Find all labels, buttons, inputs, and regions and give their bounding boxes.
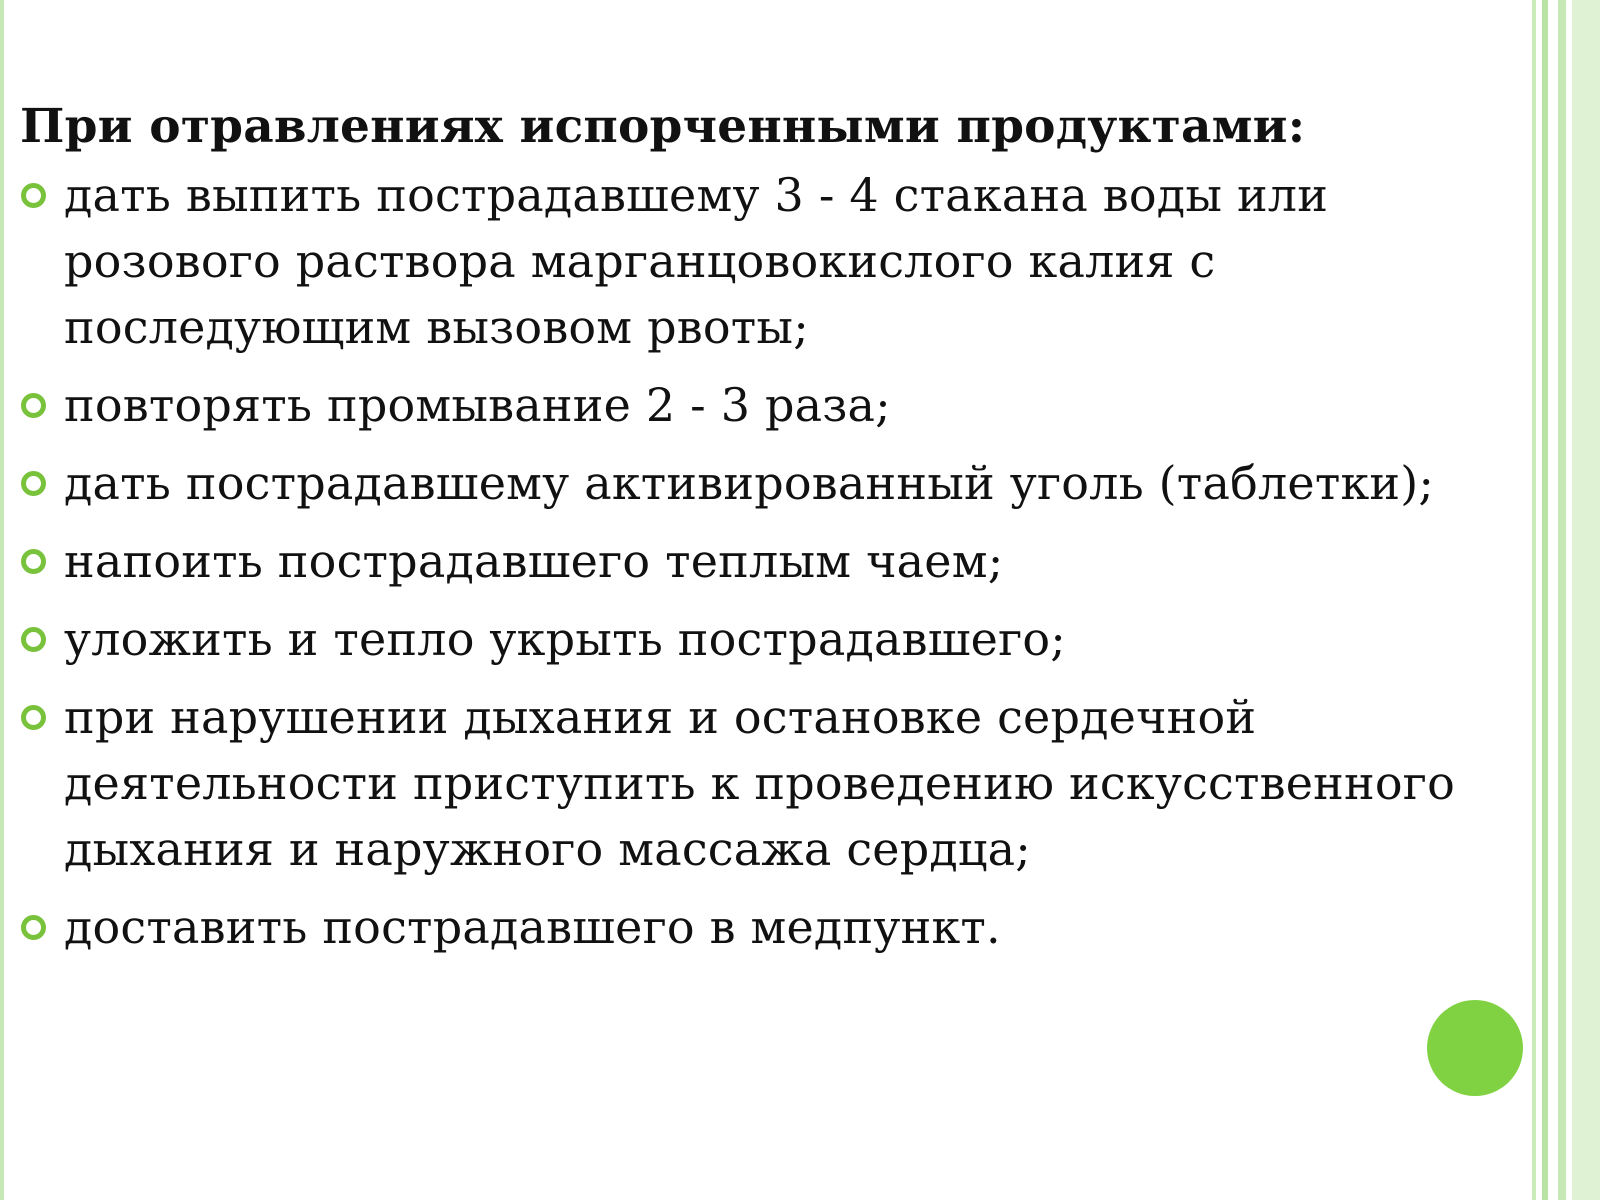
ring-bullet-icon xyxy=(21,549,46,574)
frame-stripe xyxy=(1532,0,1536,1200)
list-item-text: напоить пострадавшего теплым чаем; xyxy=(64,534,1004,588)
right-decorative-frame xyxy=(1530,0,1600,1200)
frame-stripe xyxy=(1542,0,1548,1200)
list-item xyxy=(20,684,1490,882)
list-item-text: дать пострадавшему активированный уголь (таблетки); xyxy=(64,456,1435,510)
list-item-text: дать выпить пострадавшему 3 - 4 стакана воды или розового раствора марганцовокислого калия с последующим вызовом рвоты; xyxy=(64,168,1329,354)
frame-stripe xyxy=(1558,0,1566,1200)
decorative-green-circle xyxy=(1427,1000,1523,1096)
list-item-text: повторять промывание 2 - 3 раза; xyxy=(64,378,891,432)
list-item xyxy=(20,372,1490,438)
slide-title: При отравлениях испорченными продуктами: xyxy=(20,99,1306,154)
ring-bullet-icon xyxy=(21,183,46,208)
ring-bullet-icon xyxy=(21,627,46,652)
list-item xyxy=(20,894,1490,960)
bullet-list xyxy=(20,162,1490,960)
ring-bullet-icon xyxy=(21,471,46,496)
slide-content xyxy=(20,94,1490,972)
ring-bullet-icon xyxy=(21,705,46,730)
list-item xyxy=(20,450,1490,516)
list-item-text: при нарушении дыхания и остановке сердечной деятельности приступить к проведению искусственного дыхания и наружного массажа сердца; xyxy=(64,690,1455,876)
frame-stripe xyxy=(1572,0,1600,1200)
list-item xyxy=(20,606,1490,672)
ring-bullet-icon xyxy=(21,393,46,418)
list-item xyxy=(20,162,1490,360)
left-border-line xyxy=(0,0,4,1200)
list-item xyxy=(20,528,1490,594)
list-item-text: уложить и тепло укрыть пострадавшего; xyxy=(64,612,1066,666)
list-item-text: доставить пострадавшего в медпункт. xyxy=(64,900,1001,954)
ring-bullet-icon xyxy=(21,915,46,940)
